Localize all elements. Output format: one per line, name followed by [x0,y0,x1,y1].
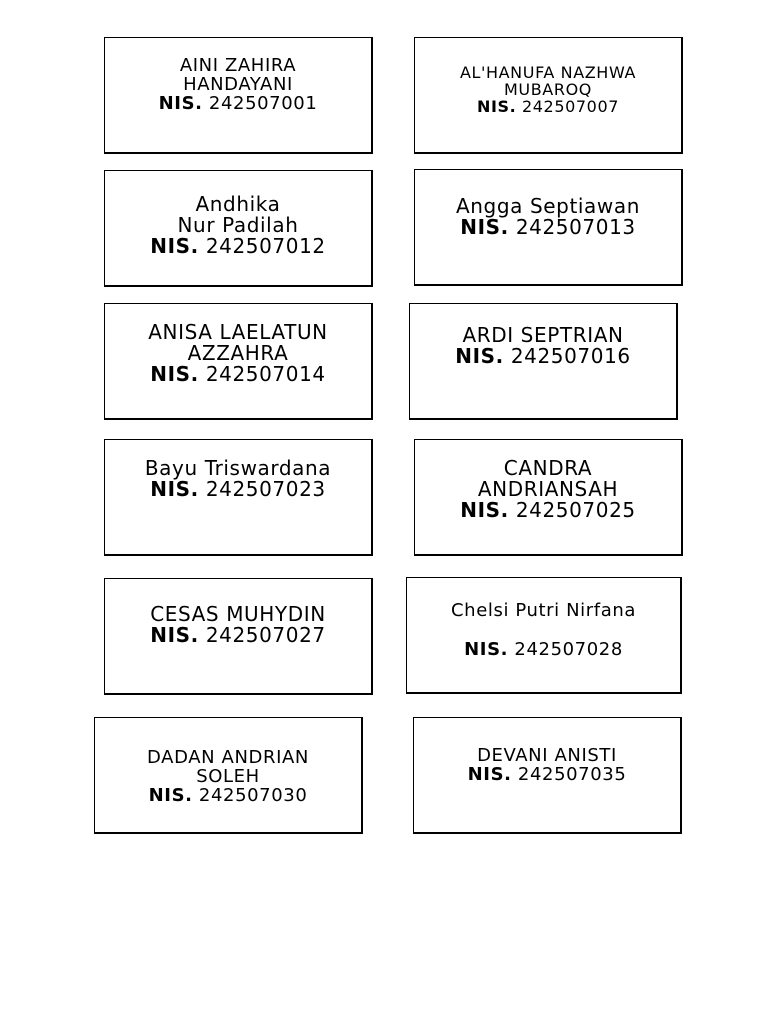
nis-label: NIS. [150,477,199,501]
name-card [406,577,682,694]
nis-label: NIS. [460,498,509,522]
nis-value: 242507012 [205,234,326,258]
nis-value: 242507035 [517,763,627,785]
nis-line [150,236,325,257]
name-line: DADAN ANDRIAN [147,747,309,768]
name-card [409,303,678,420]
name-line: HANDAYANI [183,73,293,95]
nis-value: 242507007 [522,96,620,116]
nis-line [150,364,325,385]
name-line: CESAS MUHYDIN [150,602,326,626]
nis-label: NIS. [464,638,509,660]
nis-label: NIS. [455,344,504,368]
nis-label: NIS. [467,763,512,785]
nis-line [476,96,620,116]
name-line: MUBAROQ [504,79,592,99]
nis-value: 242507030 [198,784,308,806]
name-line: Andhika [195,192,281,216]
nis-line [464,638,623,660]
name-card [414,439,683,556]
name-line: Bayu Triswardana [144,456,332,480]
name-line: DEVANI ANISTI [477,745,617,766]
name-line: Nur Padilah [177,213,299,237]
nis-label: NIS. [158,92,203,114]
nis-value: 242507013 [515,215,636,239]
name-card [104,37,373,154]
nis-label: NIS. [476,96,517,116]
nis-label: NIS. [150,623,199,647]
nis-value: 242507027 [205,623,326,647]
nis-line [455,346,630,367]
nis-value: 242507014 [205,362,326,386]
nis-line [467,763,627,785]
name-line: SOLEH [196,765,260,787]
nis-label: NIS. [460,215,509,239]
name-card [104,578,373,695]
nis-value: 242507023 [205,477,326,501]
name-line: CANDRA [503,456,593,480]
nis-line [460,217,635,238]
name-card [413,717,682,834]
nis-line [158,92,318,114]
name-line: AZZAHRA [187,341,289,365]
name-line: Angga Septiawan [456,194,640,218]
nis-value: 242507016 [510,344,631,368]
name-card [414,169,683,286]
name-line: AL'HANUFA NAZHWA [459,63,637,82]
name-card [414,37,683,154]
name-line: ARDI SEPTRIAN [462,323,624,347]
nis-line [148,784,308,806]
name-card [104,170,373,287]
nis-line [460,500,635,521]
name-line: AINI ZAHIRA [179,55,297,76]
name-line: ANDRIANSAH [477,477,619,501]
name-card [94,717,363,834]
name-card [104,303,373,420]
nis-label: NIS. [150,362,199,386]
nis-line [150,479,325,500]
nis-value: 242507025 [515,498,636,522]
nis-value: 242507028 [514,638,623,660]
nis-line [150,625,325,646]
name-card [104,439,373,556]
name-line: ANISA LAELATUN [148,320,328,344]
name-line: Chelsi Putri Nirfana [451,600,636,621]
nis-label: NIS. [150,234,199,258]
nis-label: NIS. [148,784,193,806]
nis-value: 242507001 [208,92,318,114]
